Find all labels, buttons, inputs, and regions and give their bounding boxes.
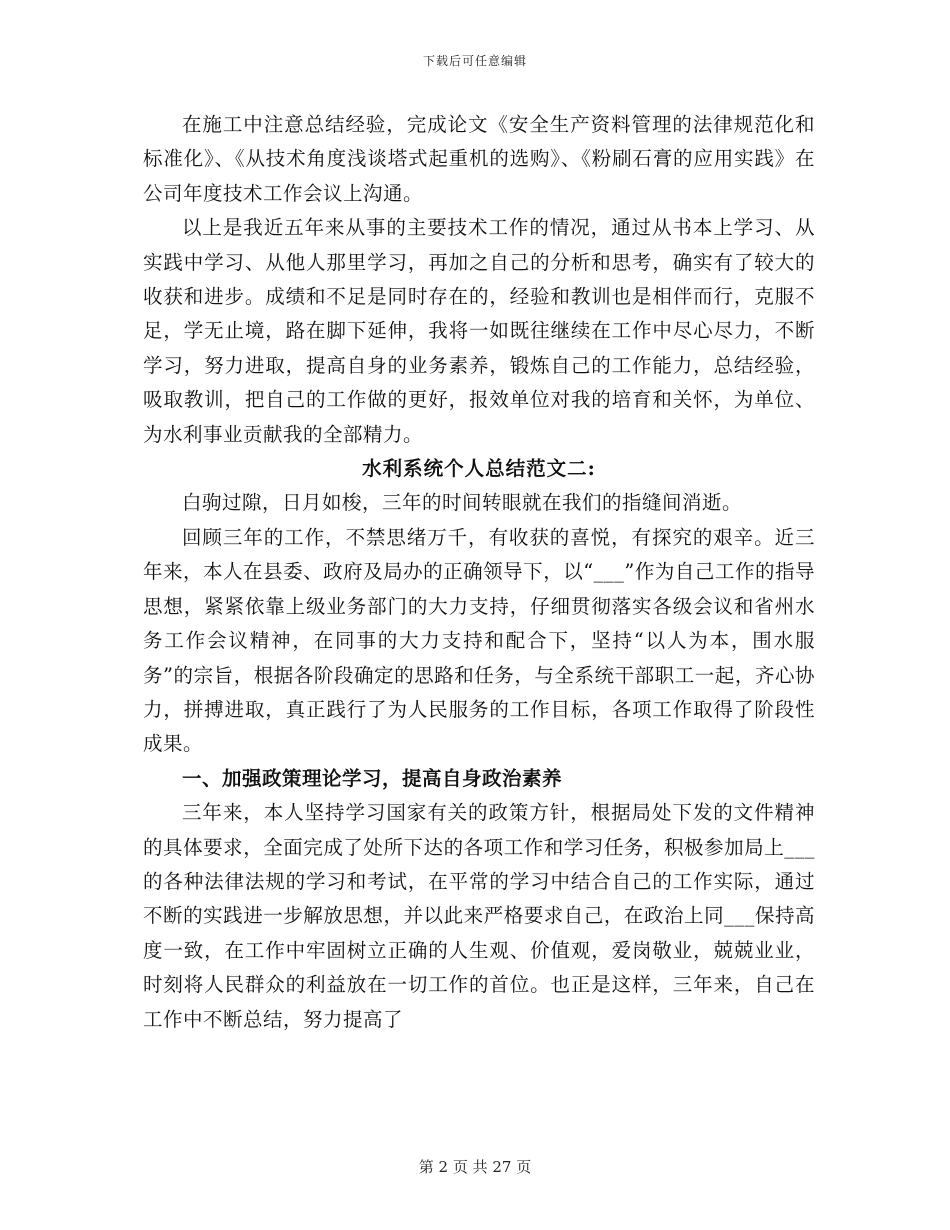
page-header-note: 下载后可任意编辑 [422,54,527,68]
paragraph-policy-study: 三年来，本人坚持学习国家有关的政策方针，根据局处下发的文件精神的具体要求，全面完成了处所下达的各项工作和学习任务，积极参加局上___的各种法律法规的学习和考试，在平常的学习中结合自己的工作实际，通过不断的实践进一步解放思想，并以此来严格要求自己，在政治上同___保持高度一致，在工作中牢固树立正确的人生观、价值观，爱岗敬业，兢兢业业，时刻将人民群众的利益放在一切工作的首位。也正是这样，三年来，自己在工作中不断总结，努力提高了 [143,801,815,1031]
page-number: 第 2 页 共 27 页 [418,1158,532,1176]
document-body [143,108,815,1037]
paragraph-summary: 以上是我近五年来从事的主要技术工作的情况，通过从书本上学习、从实践中学习、从他人那里学习，再加之自己的分析和思考，确实有了较大的收获和进步。成绩和不足是同时存在的，经验和教训也是相伴而行，克服不足，学无止境，路在脚下延伸，我将一如既往继续在工作中尽心尽力，不断学习，努力进取，提高自身的业务素养，锻炼自己的工作能力，总结经验，吸取教训，把自己的工作做的更好，报效单位对我的培育和关怀，为单位、为水利事业贡献我的全部精力。 [143,216,815,446]
paragraph-papers: 在施工中注意总结经验，完成论文《安全生产资料管理的法律规范化和标准化》、《从技术角度浅谈塔式起重机的选购》、《粉刷石膏的应用实践》在公司年度技术工作会议上沟通。 [143,113,815,205]
section-title-example-two: 水利系统个人总结范文二: [362,457,596,481]
paragraph-review: 回顾三年的工作，不禁思绪万千，有收获的喜悦，有探究的艰辛。近三年来，本人在县委、政府及局办的正确领导下，以“___”作为自己工作的指导思想，紧紧依靠上级业务部门的大力支持，仔细贯彻落实各级会议和省州水务工作会议精神，在同事的大力支持和配合下，坚持“以人为本，围水服务”的宗旨，根据各阶段确定的思路和任务，与全系统干部职工一起，齐心协力，拼搏进取，真正践行了为人民服务的工作目标，各项工作取得了阶段性成果。 [143,525,815,756]
paragraph-time-passing: 白驹过隙，日月如梭，三年的时间转眼就在我们的指缝间消逝。 [182,491,743,515]
section-heading-policy-study: 一、加强政策理论学习，提高自身政治素养 [182,766,563,790]
